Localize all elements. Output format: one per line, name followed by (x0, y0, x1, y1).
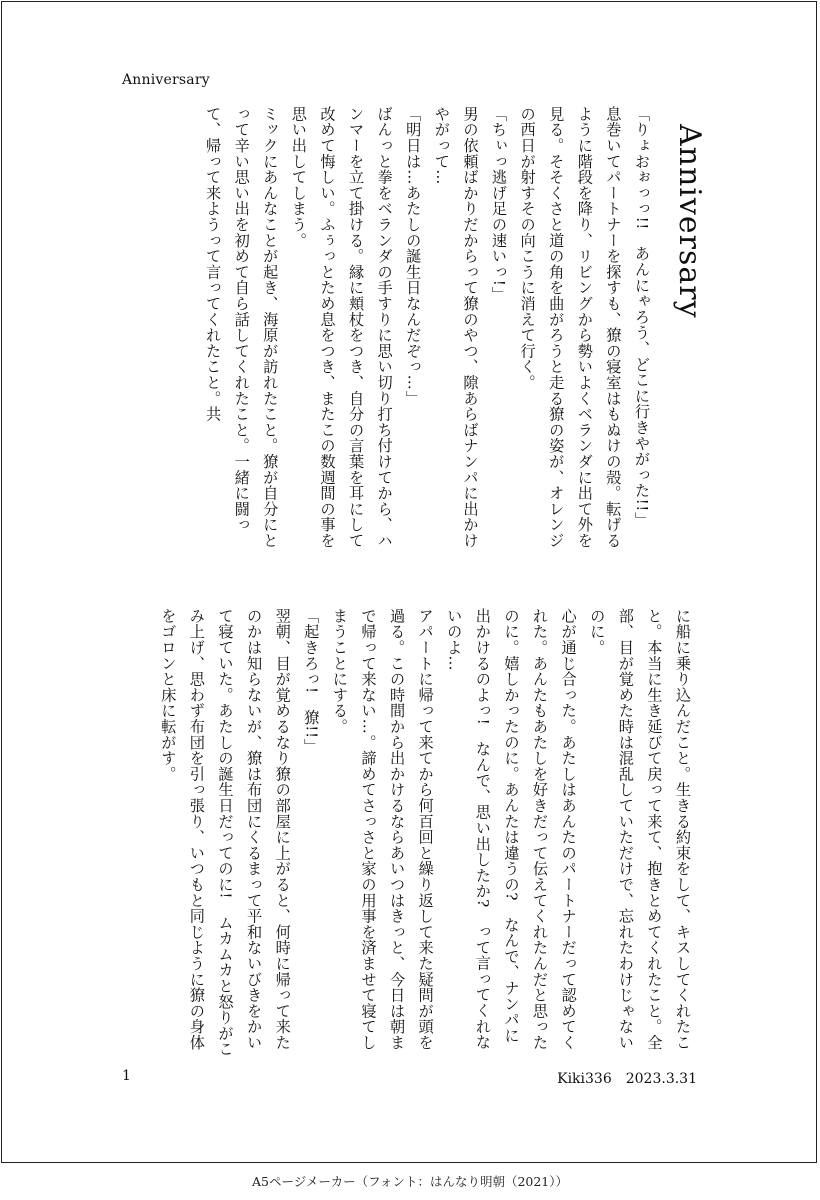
paragraph: 「起きろっ! 獠!!」 (302, 608, 321, 755)
paragraph: 「明日は…あたしの誕生日なんだぞっ…」 (404, 106, 423, 407)
paragraph: 男の依頼ばかりだからって獠のやつ、隙あらばナンパに出かけやがって… (432, 106, 480, 549)
paragraph: ミックにあんなことが起き、海原が訪れたこと。獠が自分にとって辛い思い出を初めて自ら話してくれたこと。一緒に闘って、帰って来ようって言ってくれたこと。共 (204, 106, 280, 549)
paragraph: 息巻いてパートナーを探すも、獠の寝室はもぬけの殻。転げるように階段を降り、リビングから勢いよくベランダに出て外を見る。そそくさと道の角を曲がろうと走る獠の姿が、オレンジの西日が射すその向こうに消えて行く。 (518, 106, 623, 549)
upper-text-block (110, 106, 656, 562)
paragraph: ばんっと拳をベランダの手すりに思い切り打ち付けてから、ハンマーを立て掛ける。縁に頬杖をつき、自分の言葉を耳にして改めて悔しい。ふぅっとため息をつき、またこの数週間の事を思い出してしまう。 (289, 106, 394, 549)
paragraph: に船に乗り込んだこと。生きる約束をして、キスしてくれたこと。本当に生き延びて戻って来て、抱きとめてくれたこと。全部、目が覚めた時は混乱していただけで、忘れたわけじゃないのに。 (588, 608, 692, 1051)
paragraph: アパートに帰って来てから何百回と繰り返して来た疑問が頭を過る。この時間から出かけるならあいつはきっと、今日は朝まで帰って来ない…。諦めてさっさと家の用事を済ませて寝てしまうことにする。 (330, 608, 435, 1051)
generator-caption: A5ページメーカー（フォント：はんなり明朝（2021）） (251, 1174, 569, 1189)
paragraph: 「りょおぉっっ!! あんにゃろう、どこに行きやがった!!」 (633, 106, 651, 528)
lower-text-block (110, 608, 697, 1058)
page-number: 1 (122, 1068, 131, 1084)
paragraph: 翌朝、目が覚めるなり獠の部屋に上がると、何時に帰って来たのかは知らないが、獠は布団にくるまって平和ないびきをかいて寝ていた。あたしの誕生日だってのに! ムカムカと怒りがこみ上げ、思わず布団を引っ張り、いつもと同じように獠の身体をゴロンと床に転がす。 (159, 608, 292, 1058)
running-title: Anniversary (122, 72, 210, 88)
page-frame (1, 1, 817, 1163)
paragraph: 心が通じ合った。あたしはあんたのパートナーだって認めてくれた。あんたもあたしを好きだって伝えてくれたんだと思ったのに。嬉しかったのに。あんたは違うの? なんで、ナンパに出かけるのよっ! なんで、思い出したか? って言ってくれないのよ… (445, 608, 578, 1051)
paragraph: 「ちぃっ逃げ足の速いっ!」 (490, 106, 509, 303)
author-date: Kiki336 2023.3.31 (557, 1071, 697, 1087)
story-title: Anniversary (672, 124, 707, 319)
